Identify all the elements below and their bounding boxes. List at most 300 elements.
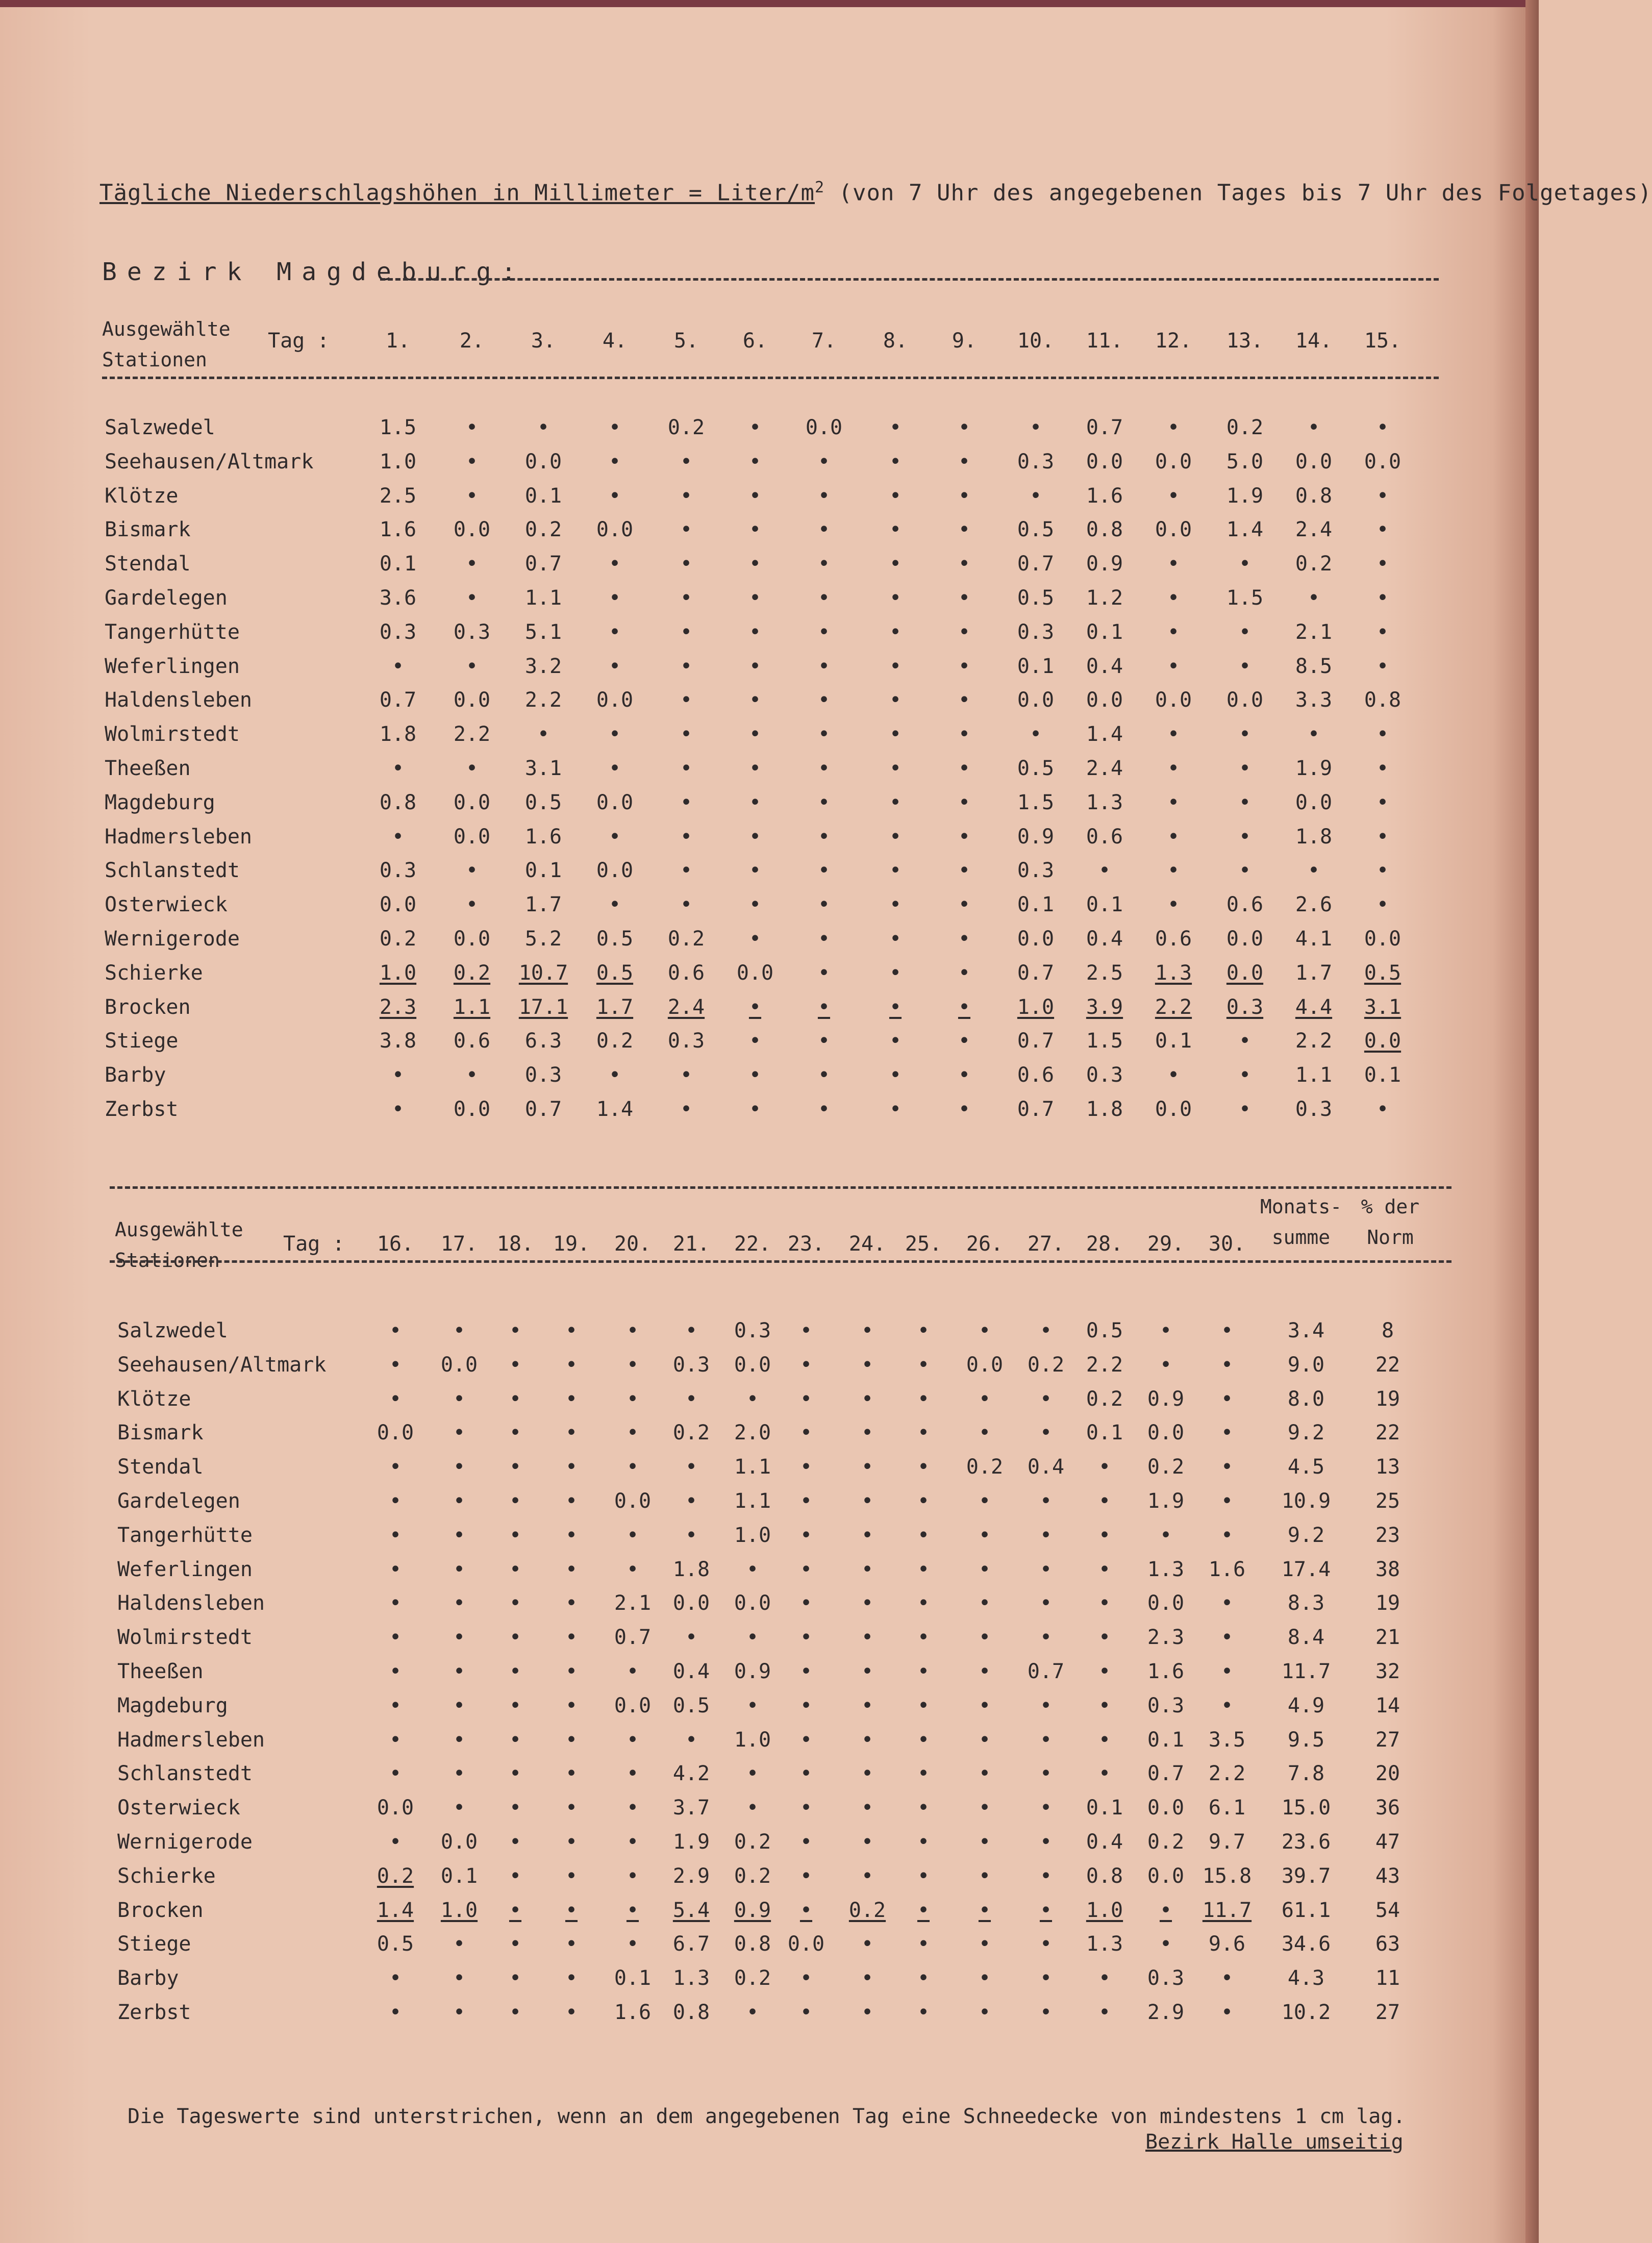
precip-value: • xyxy=(861,1489,874,1513)
precip-value: 1.0 xyxy=(734,1524,771,1547)
precip-value: • xyxy=(680,620,693,644)
monthly-sum-value: 10.9 xyxy=(1281,1489,1331,1513)
precip-value: • xyxy=(917,1966,930,1990)
precip-value: 5.2 xyxy=(524,927,562,951)
precip-value: • xyxy=(917,1558,930,1581)
precip-value: 2.4 xyxy=(1295,518,1333,541)
precip-value: • xyxy=(509,1762,522,1785)
precip-value: 1.8 xyxy=(672,1558,710,1581)
precip-value: • xyxy=(626,1864,639,1888)
precip-value: 0.6 xyxy=(453,1029,491,1053)
precip-value: • xyxy=(680,1063,693,1087)
precip-value: 0.7 xyxy=(1017,1029,1055,1053)
precip-value: • xyxy=(978,1660,991,1683)
precip-value: • xyxy=(861,1558,874,1581)
precip-value: • xyxy=(1039,1558,1053,1581)
precip-value: • xyxy=(958,416,971,439)
precip-value: • xyxy=(565,1319,578,1342)
precip-value: 1.8 xyxy=(379,722,417,746)
precip-value: • xyxy=(509,1421,522,1444)
table2-top-divider xyxy=(110,1186,1451,1189)
precip-value: • xyxy=(389,1626,402,1649)
precip-value: • xyxy=(1238,1063,1251,1087)
precip-value: 0.6 xyxy=(1226,893,1264,916)
percent-norm-value: 11 xyxy=(1375,1966,1400,1990)
precip-value: • xyxy=(917,1660,930,1683)
precip-value: 5.1 xyxy=(524,620,562,644)
precip-value: • xyxy=(799,1626,813,1649)
table1-station-header xyxy=(102,314,231,375)
snow-cover-footnote: Die Tageswerte sind unterstrichen, wenn an dem angegebenen Tag eine Schneedecke von mindestens 1 cm lag. xyxy=(128,2105,1406,2128)
precip-value: • xyxy=(465,859,479,882)
precip-value: • xyxy=(389,1455,402,1479)
precip-value: • xyxy=(861,1660,874,1683)
precip-value: 4.4 xyxy=(1295,995,1333,1019)
precip-value: • xyxy=(748,688,762,712)
monthly-sum-value: 4.3 xyxy=(1287,1966,1325,1990)
precip-value: • xyxy=(978,1899,991,1922)
precip-value: • xyxy=(453,1524,466,1547)
precip-value: • xyxy=(748,757,762,780)
precip-value: • xyxy=(565,1728,578,1752)
precip-value: • xyxy=(917,1489,930,1513)
day-header: 8. xyxy=(883,329,908,353)
monthly-sum-value: 8.0 xyxy=(1287,1387,1325,1411)
precip-value: • xyxy=(799,1558,813,1581)
precip-value: 0.2 xyxy=(734,1864,771,1888)
precip-value: • xyxy=(626,1421,639,1444)
precip-value: 2.2 xyxy=(1086,1353,1123,1377)
precip-value: 0.8 xyxy=(1364,688,1401,712)
precip-value: • xyxy=(889,620,902,644)
precip-value: • xyxy=(889,586,902,610)
precip-value: • xyxy=(1159,1524,1172,1547)
precip-value: • xyxy=(509,1830,522,1854)
precip-value: • xyxy=(453,1319,466,1342)
precip-value: 0.0 xyxy=(1226,927,1264,951)
precip-value: • xyxy=(917,1421,930,1444)
precip-value: 1.2 xyxy=(1086,586,1123,610)
monthly-sum-value: 15.0 xyxy=(1281,1796,1331,1820)
precip-value: • xyxy=(1039,1728,1053,1752)
day-header: 20. xyxy=(614,1232,652,1256)
station-name: Seehausen/Altmark xyxy=(105,450,314,473)
precip-value: 1.0 xyxy=(1017,995,1055,1019)
precip-value: • xyxy=(1376,552,1389,576)
station-name: Haldensleben xyxy=(117,1591,265,1615)
precip-value: 15.8 xyxy=(1202,1864,1252,1888)
precip-value: • xyxy=(748,484,762,508)
percent-norm-value: 63 xyxy=(1375,1932,1400,1956)
precip-value: • xyxy=(685,1489,698,1513)
day-header: 6. xyxy=(742,329,768,353)
precip-value: 2.1 xyxy=(614,1591,652,1615)
precip-value: 0.5 xyxy=(1017,757,1055,780)
header-line-1: Ausgewählte xyxy=(102,318,231,340)
precip-value: • xyxy=(978,1966,991,1990)
station-name: Osterwieck xyxy=(105,893,228,916)
percent-norm-value: 23 xyxy=(1375,1524,1400,1547)
precip-value: • xyxy=(1238,722,1251,746)
precip-value: • xyxy=(537,722,550,746)
precip-value: • xyxy=(453,1626,466,1649)
precip-value: • xyxy=(799,1899,813,1922)
precip-value: • xyxy=(917,1864,930,1888)
precip-value: • xyxy=(917,1319,930,1342)
precip-value: • xyxy=(958,893,971,916)
precip-value: 0.4 xyxy=(1086,927,1123,951)
precip-value: 0.2 xyxy=(377,1864,414,1888)
precip-value: • xyxy=(817,927,831,951)
precip-value: • xyxy=(1167,586,1180,610)
precip-value: • xyxy=(978,1830,991,1854)
precip-value: • xyxy=(626,1830,639,1854)
precip-value: • xyxy=(917,1524,930,1547)
precip-value: 1.5 xyxy=(1086,1029,1123,1053)
precip-value: 1.0 xyxy=(379,961,417,985)
precip-value: • xyxy=(453,1932,466,1956)
precip-value: • xyxy=(1376,484,1389,508)
precip-value: • xyxy=(861,2001,874,2024)
precip-value: • xyxy=(799,1387,813,1411)
station-name: Seehausen/Altmark xyxy=(117,1353,327,1377)
precip-value: 0.0 xyxy=(966,1353,1004,1377)
day-header: 21. xyxy=(672,1232,710,1256)
precip-value: • xyxy=(1039,1524,1053,1547)
precip-value: • xyxy=(626,1796,639,1820)
precip-value: • xyxy=(746,1387,759,1411)
precip-value: • xyxy=(509,1966,522,1990)
precip-value: 0.7 xyxy=(1027,1660,1065,1683)
precip-value: 0.5 xyxy=(596,961,634,985)
precip-value: • xyxy=(509,1864,522,1888)
precip-value: 0.8 xyxy=(1086,518,1123,541)
precip-value: 2.6 xyxy=(1295,893,1333,916)
percent-norm-header xyxy=(1352,1191,1429,1253)
precip-value: 0.1 xyxy=(1086,620,1123,644)
precip-value: 0.3 xyxy=(1226,995,1264,1019)
precip-value: 0.0 xyxy=(377,1796,414,1820)
precip-value: • xyxy=(608,450,621,473)
continuation-note: Bezirk Halle umseitig xyxy=(1145,2130,1404,2154)
percent-norm-value: 38 xyxy=(1375,1558,1400,1581)
precip-value: • xyxy=(917,1899,930,1922)
precip-value: • xyxy=(1238,1029,1251,1053)
precip-value: • xyxy=(889,927,902,951)
precip-value: 0.6 xyxy=(1155,927,1192,951)
precip-value: • xyxy=(608,757,621,780)
precip-value: 0.5 xyxy=(1364,961,1401,985)
precip-value: • xyxy=(453,1489,466,1513)
precip-value: • xyxy=(1307,586,1320,610)
precip-value: 0.8 xyxy=(1086,1864,1123,1888)
station-name: Wolmirstedt xyxy=(105,722,240,746)
precip-value: • xyxy=(1039,1626,1053,1649)
precip-value: • xyxy=(1039,1932,1053,1956)
precip-value: • xyxy=(537,416,550,439)
precip-value: • xyxy=(1098,1728,1111,1752)
station-name: Stendal xyxy=(117,1455,204,1479)
precip-value: • xyxy=(680,722,693,746)
precip-value: • xyxy=(509,1524,522,1547)
precip-value: • xyxy=(746,1694,759,1717)
precip-value: 1.3 xyxy=(1155,961,1192,985)
precip-value: • xyxy=(680,552,693,576)
day-header: 2. xyxy=(459,329,485,353)
precip-value: • xyxy=(465,1063,479,1087)
station-name: Hadmersleben xyxy=(117,1728,265,1752)
precip-value: • xyxy=(685,1524,698,1547)
precip-value: 0.0 xyxy=(1147,1864,1185,1888)
precip-value: • xyxy=(389,1591,402,1615)
precip-value: • xyxy=(565,1796,578,1820)
precip-value: • xyxy=(509,1899,522,1922)
precip-value: • xyxy=(978,1796,991,1820)
precip-value: 3.6 xyxy=(379,586,417,610)
precip-value: • xyxy=(817,688,831,712)
precip-value: 0.2 xyxy=(966,1455,1004,1479)
precip-value: 5.0 xyxy=(1226,450,1264,473)
percent-norm-value: 27 xyxy=(1375,2001,1400,2024)
precip-value: • xyxy=(1098,2001,1111,2024)
precip-value: • xyxy=(608,825,621,849)
precip-value: 0.0 xyxy=(1147,1421,1185,1444)
precip-value: 4.1 xyxy=(1295,927,1333,951)
precip-value: • xyxy=(861,1319,874,1342)
precip-value: • xyxy=(1159,1353,1172,1377)
precip-value: • xyxy=(958,552,971,576)
precip-value: • xyxy=(509,1728,522,1752)
precip-value: • xyxy=(1238,552,1251,576)
precip-value: • xyxy=(958,722,971,746)
precip-value: • xyxy=(565,1591,578,1615)
precip-value: 0.0 xyxy=(453,791,491,814)
precip-value: 0.3 xyxy=(1017,450,1055,473)
precip-value: • xyxy=(889,450,902,473)
precip-value: • xyxy=(748,995,762,1019)
precip-value: 1.5 xyxy=(1017,791,1055,814)
day-header: 4. xyxy=(602,329,628,353)
precip-value: • xyxy=(1376,791,1389,814)
precip-value: 2.3 xyxy=(379,995,417,1019)
precip-value: • xyxy=(978,1591,991,1615)
precip-value: • xyxy=(1220,1387,1234,1411)
precip-value: 0.6 xyxy=(1086,825,1123,849)
station-name: Wernigerode xyxy=(117,1830,253,1854)
precip-value: • xyxy=(817,518,831,541)
precip-value: • xyxy=(889,825,902,849)
day-header: 23. xyxy=(787,1232,825,1256)
precip-value: • xyxy=(861,1387,874,1411)
percent-norm-value: 22 xyxy=(1375,1421,1400,1444)
precip-value: • xyxy=(958,995,971,1019)
precip-value: • xyxy=(1167,893,1180,916)
monthly-sum-value: 9.2 xyxy=(1287,1524,1325,1547)
monthly-sum-value: 4.9 xyxy=(1287,1694,1325,1717)
precip-value: • xyxy=(889,655,902,678)
precip-value: 1.0 xyxy=(440,1899,478,1922)
precip-value: 0.7 xyxy=(1017,1098,1055,1121)
precip-value: • xyxy=(1238,859,1251,882)
precip-value: • xyxy=(509,1387,522,1411)
precip-value: • xyxy=(917,1762,930,1785)
precip-value: • xyxy=(958,620,971,644)
precip-value: 0.1 xyxy=(1155,1029,1192,1053)
precip-value: • xyxy=(465,893,479,916)
precip-value: • xyxy=(453,1558,466,1581)
precip-value: • xyxy=(1098,1489,1111,1513)
precip-value: • xyxy=(817,859,831,882)
day-header: 27. xyxy=(1027,1232,1065,1256)
precip-value: • xyxy=(626,1524,639,1547)
precip-value: • xyxy=(565,2001,578,2024)
precip-value: 1.6 xyxy=(614,2001,652,2024)
precip-value: • xyxy=(1029,484,1042,508)
precip-value: • xyxy=(817,655,831,678)
day-header: 18. xyxy=(496,1232,534,1256)
precip-value: • xyxy=(917,2001,930,2024)
station-name: Magdeburg xyxy=(117,1694,228,1717)
precip-value: • xyxy=(1238,825,1251,849)
precip-value: • xyxy=(453,1694,466,1717)
precip-value: • xyxy=(861,1694,874,1717)
precip-value: • xyxy=(746,2001,759,2024)
precip-value: • xyxy=(1039,1421,1053,1444)
precip-value: • xyxy=(889,961,902,985)
precip-value: 0.2 xyxy=(848,1899,886,1922)
precip-value: • xyxy=(917,1830,930,1854)
precip-value: • xyxy=(389,1524,402,1547)
station-name: Hadmersleben xyxy=(105,825,252,849)
precip-value: • xyxy=(685,1728,698,1752)
precip-value: • xyxy=(799,1489,813,1513)
precip-value: • xyxy=(389,2001,402,2024)
precip-value: • xyxy=(861,1353,874,1377)
precip-value: • xyxy=(748,416,762,439)
precip-value: 0.1 xyxy=(440,1864,478,1888)
station-name: Theeßen xyxy=(105,757,191,780)
precip-value: 0.7 xyxy=(1017,552,1055,576)
percent-norm-value: 47 xyxy=(1375,1830,1400,1854)
precip-value: • xyxy=(509,1932,522,1956)
precip-value: • xyxy=(1039,1966,1053,1990)
precip-value: • xyxy=(917,1455,930,1479)
precip-value: • xyxy=(748,1029,762,1053)
precip-value: 0.8 xyxy=(1295,484,1333,508)
precip-value: • xyxy=(799,1864,813,1888)
precip-value: • xyxy=(685,1455,698,1479)
title-rest: (von 7 Uhr des angegebenen Tages bis 7 Uhr des Folgetages) xyxy=(824,180,1652,206)
precip-value: 0.0 xyxy=(614,1694,652,1717)
precip-value: 0.3 xyxy=(1147,1694,1185,1717)
precip-value: 1.1 xyxy=(734,1489,771,1513)
precip-value: 1.6 xyxy=(1147,1660,1185,1683)
precip-value: 17.1 xyxy=(518,995,568,1019)
station-name: Osterwieck xyxy=(117,1796,240,1820)
precip-value: • xyxy=(680,1098,693,1121)
precip-value: 0.1 xyxy=(1017,893,1055,916)
precip-value: 0.5 xyxy=(1017,586,1055,610)
station-name: Magdeburg xyxy=(105,791,215,814)
precip-value: • xyxy=(680,893,693,916)
station-name: Wolmirstedt xyxy=(117,1626,253,1649)
precip-value: 2.1 xyxy=(1295,620,1333,644)
precip-value: • xyxy=(861,1966,874,1990)
monthly-sum-header xyxy=(1260,1191,1342,1253)
precip-value: • xyxy=(389,1558,402,1581)
precip-value: 0.0 xyxy=(453,688,491,712)
precip-value: 0.5 xyxy=(672,1694,710,1717)
percent-norm-value: 27 xyxy=(1375,1728,1400,1752)
table1-tag-label: Tag : xyxy=(268,329,330,353)
precip-value: 0.0 xyxy=(1295,450,1333,473)
precip-value: • xyxy=(509,2001,522,2024)
precip-value: • xyxy=(799,1421,813,1444)
day-header: 24. xyxy=(848,1232,886,1256)
precip-value: • xyxy=(748,655,762,678)
precip-value: 0.9 xyxy=(734,1899,771,1922)
precip-value: 0.5 xyxy=(377,1932,414,1956)
table2-tag-label: Tag : xyxy=(283,1232,345,1256)
day-header: 19. xyxy=(553,1232,590,1256)
precip-value: • xyxy=(1376,1098,1389,1121)
day-header: 29. xyxy=(1147,1232,1185,1256)
precip-value: • xyxy=(608,655,621,678)
precip-value: • xyxy=(453,1796,466,1820)
station-name: Salzwedel xyxy=(105,416,215,439)
precip-value: • xyxy=(861,1728,874,1752)
precip-value: • xyxy=(680,655,693,678)
precip-value: 1.9 xyxy=(672,1830,710,1854)
monthly-sum-value: 8.3 xyxy=(1287,1591,1325,1615)
precip-value: • xyxy=(453,1728,466,1752)
precip-value: • xyxy=(565,1387,578,1411)
monthly-sum-value: 8.4 xyxy=(1287,1626,1325,1649)
precip-value: 0.2 xyxy=(524,518,562,541)
precip-value: 0.1 xyxy=(1364,1063,1401,1087)
precip-value: 0.0 xyxy=(440,1353,478,1377)
precip-value: • xyxy=(817,995,831,1019)
precip-value: • xyxy=(1307,859,1320,882)
precip-value: • xyxy=(680,859,693,882)
percent-norm-value: 22 xyxy=(1375,1353,1400,1377)
monthly-sum-value: 10.2 xyxy=(1281,2001,1331,2024)
station-name: Stiege xyxy=(105,1029,179,1053)
precip-value: • xyxy=(978,1728,991,1752)
precip-value: 0.4 xyxy=(1086,655,1123,678)
precip-value: • xyxy=(978,1558,991,1581)
precip-value: • xyxy=(391,825,405,849)
precip-value: • xyxy=(565,1421,578,1444)
precip-value: 1.3 xyxy=(1086,1932,1123,1956)
precip-value: 2.5 xyxy=(379,484,417,508)
station-name: Barby xyxy=(117,1966,179,1990)
precip-value: • xyxy=(958,791,971,814)
percent-norm-value: 19 xyxy=(1375,1387,1400,1411)
precip-value: 0.2 xyxy=(734,1830,771,1854)
precip-value: • xyxy=(958,688,971,712)
precip-value: • xyxy=(1098,1591,1111,1615)
precip-value: • xyxy=(1098,1626,1111,1649)
precip-value: • xyxy=(917,1796,930,1820)
precip-value: • xyxy=(565,1762,578,1785)
precip-value: 0.3 xyxy=(1147,1966,1185,1990)
day-header: 28. xyxy=(1086,1232,1123,1256)
precip-value: 0.0 xyxy=(672,1591,710,1615)
precip-value: • xyxy=(861,1762,874,1785)
precip-value: 0.0 xyxy=(453,825,491,849)
precip-value: • xyxy=(465,552,479,576)
